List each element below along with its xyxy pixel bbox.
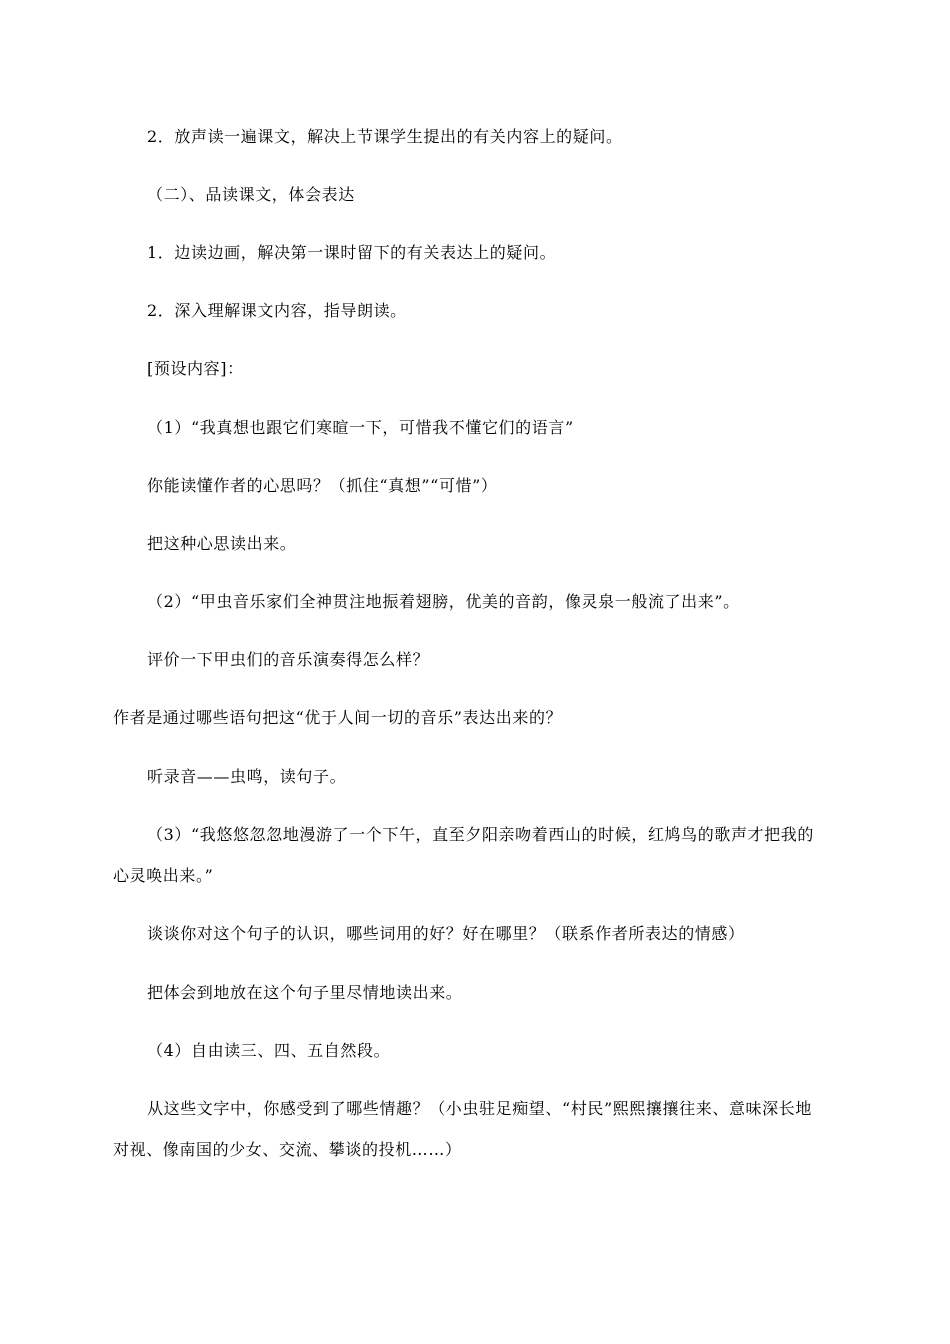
quote-3-line-1: （3）“我悠悠忽忽地漫游了一个下午，直至夕阳亲吻着西山的时候，红鸠鸟的歌声才把我的	[147, 825, 814, 844]
section-heading-2: （二）、品读课文，体会表达	[147, 185, 355, 204]
question-4-line-2: 对视、像南国的少女、交流、攀谈的投机……）	[113, 1140, 462, 1159]
instruction-1: 把这种心思读出来。	[147, 534, 297, 553]
question-3: 谈谈你对这个句子的认识，哪些词用的好？好在哪里？（联系作者所表达的情感）	[147, 924, 745, 943]
quote-1: （1）“我真想也跟它们寒暄一下，可惜我不懂它们的语言”	[147, 418, 574, 437]
question-1: 你能读懂作者的心思吗？（抓住“真想”“可惜”）	[147, 476, 498, 495]
preset-content-label: [预设内容]：	[147, 359, 244, 378]
item-4: （4）自由读三、四、五自然段。	[147, 1041, 391, 1060]
paragraph-understand-content: 2．深入理解课文内容，指导朗读。	[147, 301, 407, 320]
quote-3-line-2: 心灵唤出来。”	[113, 866, 214, 885]
quote-2: （2）“甲虫音乐家们全神贯注地振着翅膀，优美的音韵，像灵泉一般流了出来”。	[147, 592, 740, 611]
paragraph-read-and-mark: 1．边读边画，解决第一课时留下的有关表达上的疑问。	[147, 243, 557, 262]
question-2b: 作者是通过哪些语句把这“优于人间一切的音乐”表达出来的？	[113, 708, 563, 727]
instruction-3: 把体会到地放在这个句子里尽情地读出来。	[147, 983, 463, 1002]
paragraph-read-aloud: 2．放声读一遍课文，解决上节课学生提出的有关内容上的疑问。	[147, 127, 623, 146]
instruction-2: 听录音——虫鸣，读句子。	[147, 767, 347, 786]
question-4-line-1: 从这些文字中，你感受到了哪些情趣？（小虫驻足痴望、“村民”熙熙攘攘往来、意味深长地	[147, 1099, 812, 1118]
question-2: 评价一下甲虫们的音乐演奏得怎么样？	[147, 650, 430, 669]
